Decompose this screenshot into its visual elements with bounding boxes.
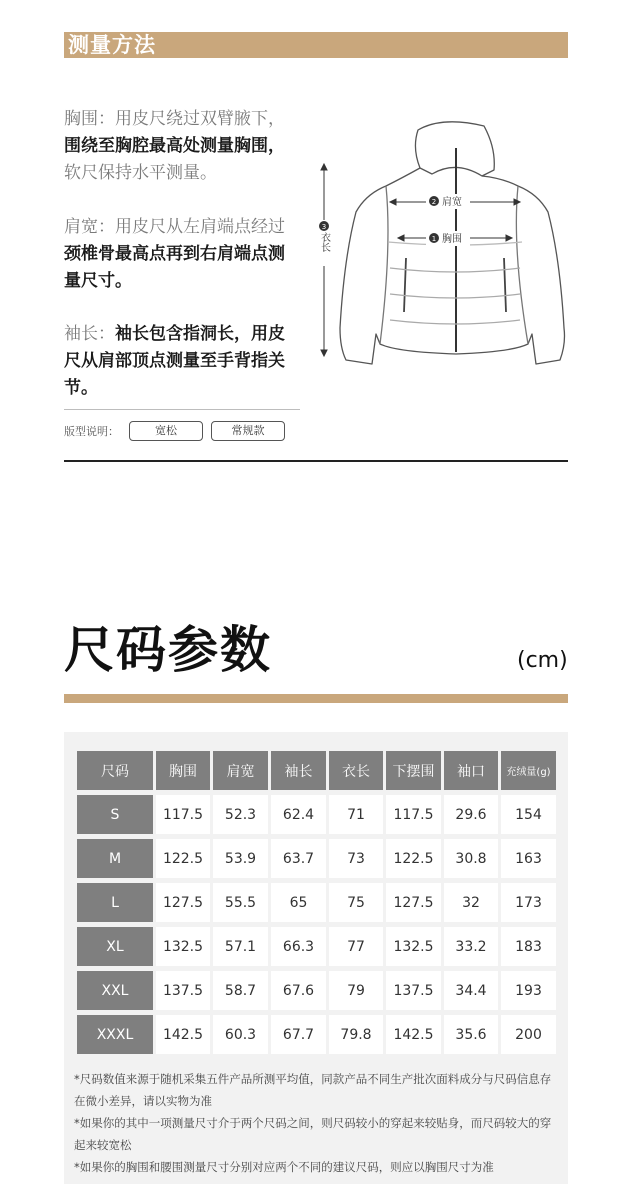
size-cell: XXXL	[77, 1015, 153, 1054]
value-cell: 63.7	[271, 839, 326, 878]
value-cell: 35.6	[444, 1015, 498, 1054]
value-cell: 137.5	[386, 971, 441, 1010]
size-cell: M	[77, 839, 153, 878]
table-row	[77, 927, 556, 966]
value-cell: 142.5	[156, 1015, 210, 1054]
table-row	[77, 1015, 556, 1054]
header-cuff: 袖口	[444, 751, 498, 790]
section-divider	[64, 460, 568, 462]
value-cell: 173	[501, 883, 556, 922]
diagram-num-1: 1	[431, 235, 437, 243]
diagram-shoulder-label: 肩宽	[442, 197, 462, 208]
chest-text-3: 软尺保持水平测量。	[64, 163, 217, 183]
value-cell: 67.7	[271, 1015, 326, 1054]
table-row	[77, 883, 556, 922]
shoulder-label: 肩宽：	[64, 217, 115, 237]
value-cell: 137.5	[156, 971, 210, 1010]
value-cell: 200	[501, 1015, 556, 1054]
value-cell: 67.6	[271, 971, 326, 1010]
header-shoulder: 肩宽	[213, 751, 268, 790]
value-cell: 66.3	[271, 927, 326, 966]
header-down-fill: 充绒量(g)	[501, 751, 556, 790]
size-cell: L	[77, 883, 153, 922]
header-length: 衣长	[329, 751, 383, 790]
value-cell: 58.7	[213, 971, 268, 1010]
unit-label: (cm)	[517, 648, 568, 673]
value-cell: 75	[329, 883, 383, 922]
note-1: *尺码数值来源于随机采集五件产品所测平均值，同款产品不同生产批次面料成分与尺码信息存在微小差异，请以实物为准	[74, 1072, 552, 1108]
size-notes	[74, 1068, 562, 1178]
size-table	[74, 746, 559, 1059]
value-cell: 57.1	[213, 927, 268, 966]
section-rule	[64, 409, 300, 410]
value-cell: 154	[501, 795, 556, 834]
chest-label: 胸围：	[64, 109, 115, 129]
value-cell: 62.4	[271, 795, 326, 834]
value-cell: 77	[329, 927, 383, 966]
value-cell: 142.5	[386, 1015, 441, 1054]
sleeve-text-1: 袖长包含指洞长，用皮尺从肩部顶点测量至手背指关节。	[64, 324, 285, 398]
chest-text-1: 用皮尺绕过双臂腋下，	[115, 109, 285, 129]
value-cell: 33.2	[444, 927, 498, 966]
sleeve-description	[64, 321, 286, 402]
value-cell: 127.5	[156, 883, 210, 922]
header-size: 尺码	[77, 751, 153, 790]
jacket-diagram	[306, 108, 576, 380]
fit-label: 版型说明：	[64, 425, 119, 438]
note-2: *如果你的其中一项测量尺寸介于两个尺码之间，则尺码较小的穿起来较贴身，而尺码较大的穿起来较宽松	[74, 1116, 552, 1152]
header-chest: 胸围	[156, 751, 210, 790]
value-cell: 30.8	[444, 839, 498, 878]
size-cell: XXL	[77, 971, 153, 1010]
value-cell: 29.6	[444, 795, 498, 834]
value-cell: 73	[329, 839, 383, 878]
value-cell: 60.3	[213, 1015, 268, 1054]
fit-option-loose[interactable]: 宽松	[129, 421, 203, 441]
value-cell: 79	[329, 971, 383, 1010]
value-cell: 183	[501, 927, 556, 966]
value-cell: 53.9	[213, 839, 268, 878]
table-header-row	[77, 751, 556, 790]
size-table-panel	[64, 732, 568, 1184]
value-cell: 52.3	[213, 795, 268, 834]
table-row	[77, 971, 556, 1010]
value-cell: 55.5	[213, 883, 268, 922]
size-cell: XL	[77, 927, 153, 966]
table-row	[77, 795, 556, 834]
measure-header-bar	[64, 32, 568, 58]
note-3: *如果你的胸围和腰围测量尺寸分别对应两个不同的建议尺码，则应以胸围尺寸为准	[74, 1160, 494, 1174]
diagram-chest-label: 胸围	[442, 234, 462, 245]
diagram-num-3: 3	[321, 223, 327, 231]
value-cell: 71	[329, 795, 383, 834]
size-title: 尺码参数	[64, 621, 272, 679]
value-cell: 132.5	[156, 927, 210, 966]
diagram-num-2: 2	[431, 198, 437, 206]
size-header-bar	[64, 694, 568, 703]
shoulder-description	[64, 214, 286, 295]
size-cell: S	[77, 795, 153, 834]
chest-text-2: 围绕至胸腔最高处测量胸围，	[64, 136, 285, 156]
table-row	[77, 839, 556, 878]
header-sleeve: 袖长	[271, 751, 326, 790]
fit-option-regular[interactable]: 常规款	[211, 421, 285, 441]
value-cell: 117.5	[156, 795, 210, 834]
value-cell: 193	[501, 971, 556, 1010]
measure-title: 测量方法	[68, 33, 156, 57]
chest-description	[64, 106, 286, 187]
shoulder-text-2: 颈椎骨最高点再到右肩端点测量尺寸。	[64, 244, 285, 291]
value-cell: 127.5	[386, 883, 441, 922]
value-cell: 32	[444, 883, 498, 922]
value-cell: 117.5	[386, 795, 441, 834]
fit-options-row	[64, 420, 293, 442]
value-cell: 65	[271, 883, 326, 922]
value-cell: 132.5	[386, 927, 441, 966]
value-cell: 163	[501, 839, 556, 878]
value-cell: 34.4	[444, 971, 498, 1010]
shoulder-text-1: 用皮尺从左肩端点经过	[115, 217, 285, 237]
header-hem: 下摆围	[386, 751, 441, 790]
value-cell: 122.5	[156, 839, 210, 878]
jacket-hood	[415, 122, 494, 176]
value-cell: 79.8	[329, 1015, 383, 1054]
value-cell: 122.5	[386, 839, 441, 878]
diagram-length-label: 衣长	[318, 232, 330, 252]
sleeve-label: 袖长：	[64, 324, 115, 344]
